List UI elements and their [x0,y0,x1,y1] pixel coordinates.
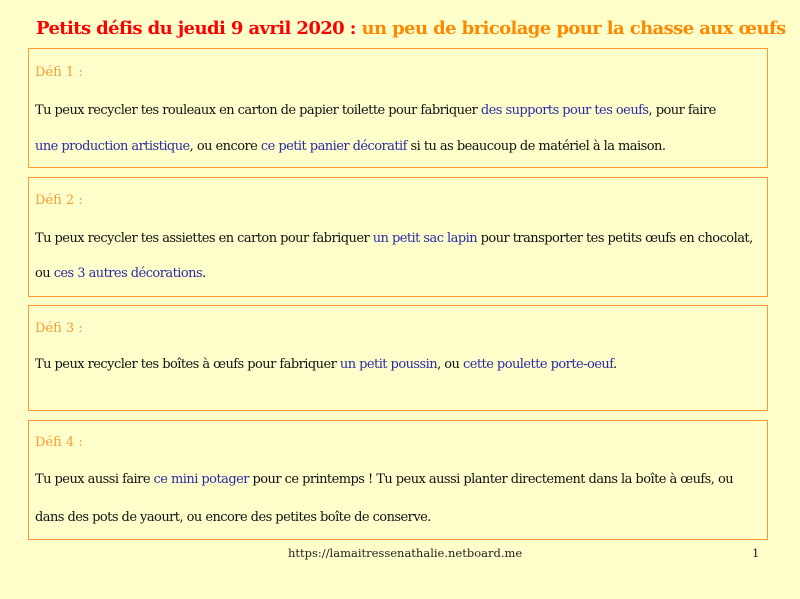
challenge-1-line-1 [35,103,716,118]
link-chick[interactable]: un petit poussin [339,357,438,372]
challenge-3-label: Défi 3 : [35,321,83,336]
link-art-production[interactable]: une production artistique [35,139,190,154]
challenge-4-line-2 [35,510,431,525]
link-rabbit-bag[interactable]: un petit sac lapin [372,231,478,246]
challenge-text: , ou encore [189,139,261,154]
challenge-1-box [28,48,768,168]
challenge-text: ou [35,266,54,281]
page-title [36,18,786,39]
link-three-decorations[interactable]: ces 3 autres décorations [53,266,203,281]
challenge-text: Tu peux recycler tes rouleaux en carton de papier toilette pour fabriquer [35,103,481,118]
challenge-2-box [28,177,768,297]
link-egg-supports[interactable]: des supports pour tes oeufs [480,103,649,118]
challenge-4-label: Défi 4 : [35,435,83,450]
title-subject: un peu de bricolage pour la chasse aux œufs [361,18,786,39]
challenge-4-box [28,420,768,540]
challenge-text: Tu peux recycler tes boîtes à œufs pour fabriquer [35,357,340,372]
challenge-text: . [613,357,617,372]
challenge-2-label: Défi 2 : [35,193,83,208]
challenge-3-line-1 [35,357,617,372]
footer-url[interactable]: https://lamaitressenathalie.netboard.me [288,546,523,560]
link-decorative-basket[interactable]: ce petit panier décoratif [260,139,407,154]
challenge-1-line-2 [35,139,665,154]
link-mini-garden[interactable]: ce mini potager [153,472,249,487]
challenge-3-box [28,305,768,411]
challenge-2-line-2 [35,266,206,281]
challenge-text: dans des pots de yaourt, ou encore des petites boîte de conserve. [35,510,431,525]
title-date: Petits défis du jeudi 9 avril 2020 : [36,18,356,39]
challenge-text: Tu peux aussi faire [35,472,154,487]
challenge-text: , pour faire [648,103,716,118]
link-hen-egg-holder[interactable]: cette poulette porte-oeuf [462,357,614,372]
challenge-text: Tu peux recycler tes assiettes en carton pour fabriquer [35,231,373,246]
challenge-text: si tu as beaucoup de matériel à la maison. [406,139,666,154]
challenge-text: . [202,266,206,281]
challenge-text: pour transporter tes petits œufs en chocolat, [477,231,753,246]
challenge-text: , ou [437,357,463,372]
challenge-2-line-1 [35,231,753,246]
challenge-4-line-1 [35,472,733,487]
challenge-1-label: Défi 1 : [35,65,83,80]
page-number: 1 [752,546,760,560]
challenge-text: pour ce printemps ! Tu peux aussi planter directement dans la boîte à œufs, ou [248,472,734,487]
